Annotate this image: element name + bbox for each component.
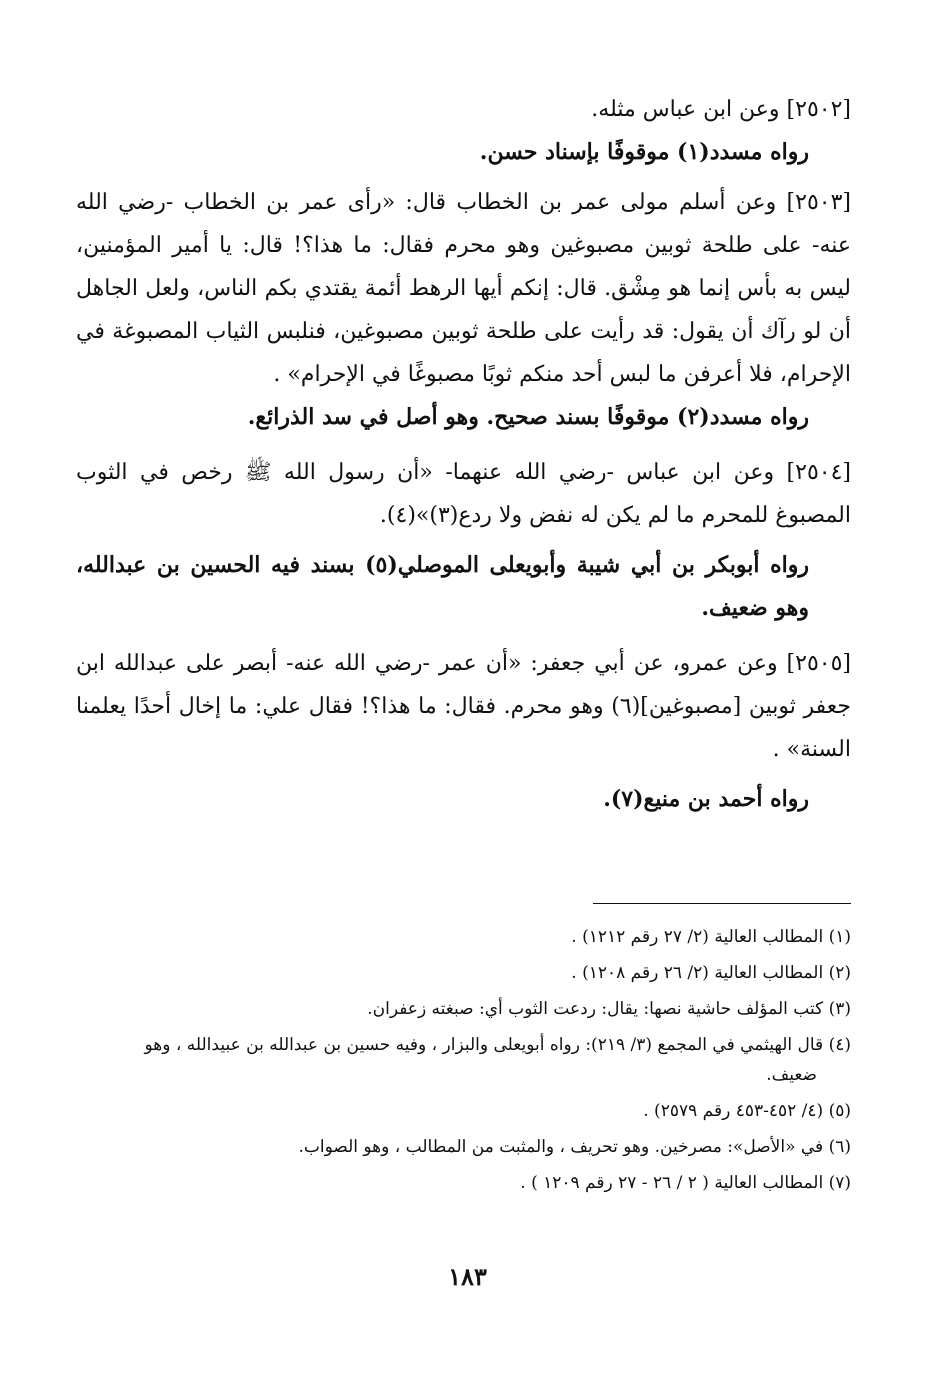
footnote-4-continuation: ضعيف. [766, 1065, 817, 1085]
narration-2503: رواه مسدد(٢) موقوفًا بسند صحيح. وهو أصل في سد الذرائع. [247, 404, 809, 430]
narration-2502: رواه مسدد(١) موقوفًا بإسناد حسن. [479, 139, 809, 165]
hadith-2503: [٢٥٠٣] وعن أسلم مولى عمر بن الخطاب قال: «رأى عمر بن الخطاب -رضي الله عنه- على طلحة ثوبين مصبوغين وهو محرم فقال: ما هذا؟! قال: يا أمير المؤمنين، ليس به بأس إنما هو مِشْق. قال: إنكم أيها الرهط أئمة يقتدي بكم الناس، ولعل الجاهل أن لو رآك أن يقول: قد رأيت على طلحة ثوبين مصبوغين، فنلبس الثياب المصبوغة في الإحرام، فلا أعرفن ما لبس أحد منكم ثوبًا مصبوغًا في الإحرام» . [76, 190, 851, 387]
main-text [76, 88, 851, 821]
narration-2505: رواه أحمد بن منيع(٧). [603, 786, 809, 812]
hadith-2502: [٢٥٠٢] وعن ابن عباس مثله. [591, 97, 851, 122]
narration-2504: رواه أبوبكر بن أبي شيبة وأبويعلى الموصلي(٥) بسند فيه الحسين بن عبدالله، وهو ضعيف. [76, 552, 809, 621]
footnotes [76, 922, 851, 1204]
footnote-1: (١) المطالب العالية (٢/ ٢٧ رقم ١٢١٢) . [571, 927, 851, 947]
hadith-2505: [٢٥٠٥] وعن عمرو، عن أبي جعفر: «أن عمر -رضي الله عنه- أبصر على عبدالله ابن جعفر ثوبين [مصبوغين](٦) وهو محرم. فقال: ما هذا؟! فقال علي: ما إخال أحدًا يعلمنا السنة» . [76, 651, 851, 762]
footnote-divider [593, 903, 851, 904]
hadith-2504: [٢٥٠٤] وعن ابن عباس -رضي الله عنهما- «أن رسول الله ﷺ رخص في الثوب المصبوغ للمحرم ما لم يكن له نفض ولا ردع(٣)»(٤). [76, 460, 851, 528]
footnote-4-text: (٤) قال الهيثمي في المجمع (٣/ ٢١٩): رواه أبويعلى والبزار ، وفيه حسين بن عبدالله بن عبيدالله ، وهو [144, 1035, 851, 1055]
footnote-7: (٧) المطالب العالية ( ٢ / ٢٦ - ٢٧ رقم ١٢٠٩ ) . [520, 1173, 851, 1193]
footnote-4 [76, 1030, 851, 1090]
page-number: ١٨٣ [448, 1262, 487, 1291]
footnote-3: (٣) كتب المؤلف حاشية نصها: يقال: ردعت الثوب أي: صبغته زعفران. [367, 999, 851, 1019]
footnote-5: (٥) (٤/ ٤٥٢-٤٥٣ رقم ٢٥٧٩) . [643, 1101, 851, 1121]
footnote-2: (٢) المطالب العالية (٢/ ٢٦ رقم ١٢٠٨) . [571, 963, 851, 983]
footnote-6: (٦) في «الأصل»: مصرخين. وهو تحريف ، والمثبت من المطالب ، وهو الصواب. [298, 1137, 851, 1157]
